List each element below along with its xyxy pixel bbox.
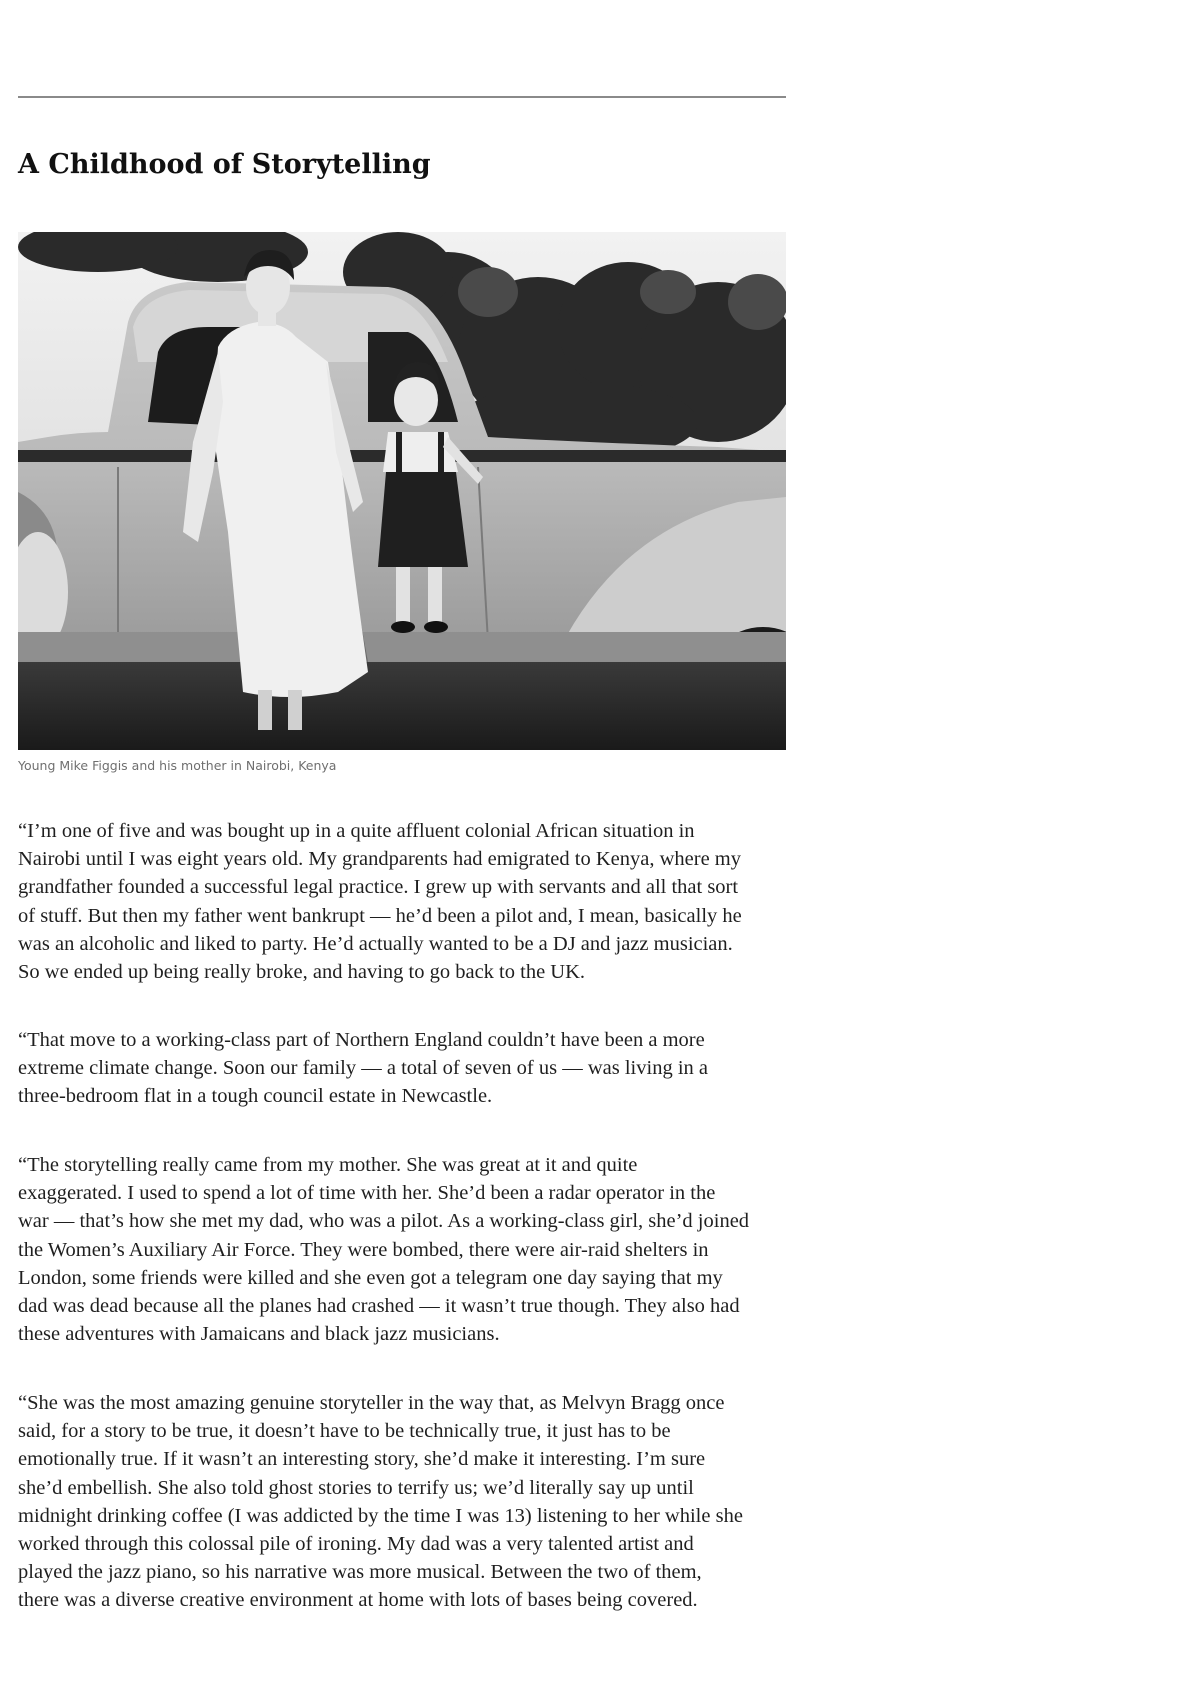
paragraph-line: three-bedroom flat in a tough council estate in Newcastle.: [18, 1085, 493, 1108]
paragraph-line: played the jazz piano, so his narrative was more musical. Between the two of them,: [18, 1561, 702, 1584]
paragraph-line: was an alcoholic and liked to party. He’d actually wanted to be a DJ and jazz musician.: [18, 932, 733, 955]
paragraph-line: “The storytelling really came from my mother. She was great at it and quite: [18, 1154, 638, 1176]
paragraph-line: the Women’s Auxiliary Air Force. They were bombed, there were air-raid shelters in: [18, 1238, 709, 1261]
photo-mother-and-child-with-car: [18, 232, 786, 750]
paragraph-line: “She was the most amazing genuine storyteller in the way that, as Melvyn Bragg once: [18, 1392, 725, 1414]
photo-figure: [18, 232, 786, 750]
paragraph-line: said, for a story to be true, it doesn’t have to be technically true, it just has to be: [18, 1420, 671, 1443]
paragraph-1: [18, 817, 808, 986]
paragraph-line: she’d embellish. She also told ghost stories to terrify us; we’d literally say up until: [18, 1476, 694, 1499]
paragraph-line: “That move to a working-class part of Northern England couldn’t have been a more: [18, 1029, 705, 1051]
article-title: A Childhood of Storytelling: [18, 149, 431, 180]
paragraph-line: emotionally true. If it wasn’t an interesting story, she’d make it interesting. I’m sure: [18, 1448, 706, 1471]
paragraph-line: worked through this colossal pile of ironing. My dad was a very talented artist and: [18, 1533, 694, 1556]
paragraph-line: of stuff. But then my father went bankrupt — he’d been a pilot and, I mean, basically he: [18, 904, 742, 927]
paragraph-2: [18, 1026, 808, 1111]
paragraph-3: [18, 1151, 808, 1348]
paragraph-line: “I’m one of five and was bought up in a quite affluent colonial African situation in: [18, 820, 695, 842]
paragraph-line: So we ended up being really broke, and having to go back to the UK.: [18, 961, 586, 984]
paragraph-line: exaggerated. I used to spend a lot of time with her. She’d been a radar operator in the: [18, 1182, 716, 1205]
paragraph-line: Nairobi until I was eight years old. My grandparents had emigrated to Kenya, where my: [18, 848, 741, 871]
paragraph-line: these adventures with Jamaicans and black jazz musicians.: [18, 1323, 500, 1346]
paragraph-4: [18, 1389, 808, 1615]
paragraph-line: midnight drinking coffee (I was addicted by the time I was 13) listening to her while she: [18, 1504, 743, 1527]
paragraph-line: war — that’s how she met my dad, who was a pilot. As a working-class girl, she’d joined: [18, 1210, 750, 1233]
divider-rule: [18, 96, 786, 98]
photo-caption: Young Mike Figgis and his mother in Nairobi, Kenya: [18, 758, 337, 773]
paragraph-line: extreme climate change. Soon our family — a total of seven of us — was living in a: [18, 1057, 708, 1080]
paragraph-line: grandfather founded a successful legal practice. I grew up with servants and all that sort: [18, 876, 739, 899]
paragraph-line: there was a diverse creative environment at home with lots of bases being covered.: [18, 1589, 698, 1612]
paragraph-line: dad was dead because all the planes had crashed — it wasn’t true though. They also had: [18, 1295, 740, 1318]
paragraph-line: London, some friends were killed and she even got a telegram one day saying that my: [18, 1266, 723, 1289]
